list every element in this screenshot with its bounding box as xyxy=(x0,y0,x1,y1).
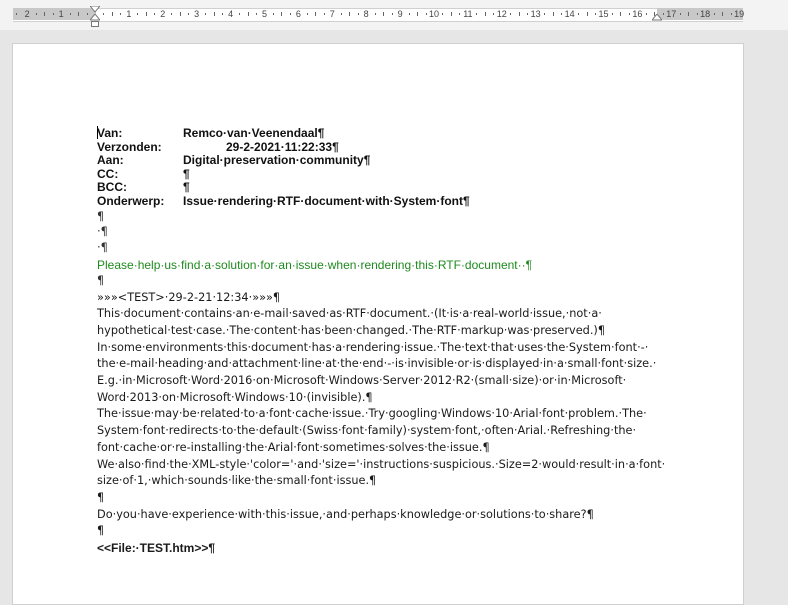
ruler-tick xyxy=(349,12,350,16)
body-line: size·of·1,·which·sounds·like·the·small·font·issue.¶ xyxy=(97,474,377,488)
body-line: System·font·redirects·to·the·default·(Swiss·font·family)·system·font,·often·Arial.·Refreshing·the· xyxy=(97,424,637,438)
ruler-tick xyxy=(112,12,113,16)
ruler-number: 4 xyxy=(228,9,234,19)
ruler-tick xyxy=(527,13,528,15)
ruler-number: 5 xyxy=(261,9,268,19)
body-line: E.g.·in·Microsoft·Word·2016·on·Microsoft·Windows·Server·2012·R2·(small·size)·or·in·Microsoft· xyxy=(97,374,627,388)
ruler-tick xyxy=(383,12,384,16)
ruler-tick xyxy=(714,13,715,15)
body-line: Word·2013·on·Microsoft·Windows·10·(invisible).¶ xyxy=(97,390,373,404)
ruler-tick xyxy=(273,13,274,15)
empty-paragraph: ¶ xyxy=(97,209,105,223)
ruler-tick xyxy=(341,13,342,15)
hanging-indent-marker[interactable] xyxy=(90,14,100,21)
ruler-tick xyxy=(459,13,460,15)
ruler-tick xyxy=(553,12,554,16)
ruler-tick xyxy=(137,13,138,15)
ruler-tick xyxy=(629,13,630,15)
ruler-tick xyxy=(612,13,613,15)
ruler-tick xyxy=(324,13,325,15)
horizontal-ruler[interactable] xyxy=(0,0,788,30)
ruler-tick xyxy=(70,13,71,15)
ruler-tick xyxy=(180,12,181,16)
body-line: »»»<TEST>·29-2-21·12:34·»»»¶ xyxy=(97,290,281,304)
ruler-number: 6 xyxy=(295,9,301,19)
ruler-tick xyxy=(519,12,520,16)
green-request-line: Please·help·us·find·a·solution·for·an·issue·when·rendering·this·RTF·document··¶ xyxy=(97,257,533,272)
ruler-tick xyxy=(281,12,282,16)
ruler-tick xyxy=(426,13,427,15)
header-value: Digital·preservation·community¶ xyxy=(183,153,371,168)
ruler-number: 15 xyxy=(598,9,609,19)
header-label: Verzonden: xyxy=(97,139,162,154)
ruler-tick xyxy=(392,13,393,15)
header-verzonden xyxy=(97,141,697,155)
header-value: ¶ xyxy=(183,166,190,181)
ruler-tick xyxy=(680,13,681,15)
header-label: Van: xyxy=(97,126,123,140)
ruler-tick xyxy=(171,13,172,15)
body-line: We·also·find·the·XML-style·'color='·and·'size='·instructions·suspicious.·Size=2·would·result·in·a·font· xyxy=(97,457,666,471)
ruler-tick xyxy=(587,12,588,16)
header-onderwerp xyxy=(97,195,697,209)
email-body xyxy=(97,290,697,541)
header-aan xyxy=(97,154,697,168)
ruler-tick xyxy=(248,12,249,16)
header-cc xyxy=(97,168,697,182)
ruler-tick xyxy=(188,13,189,15)
ruler-number: 7 xyxy=(329,9,335,19)
ruler-tick xyxy=(44,12,45,16)
ruler-tick xyxy=(78,12,79,16)
ruler-tick xyxy=(417,12,418,16)
ruler-number: 1 xyxy=(126,9,132,19)
body-line: ¶ xyxy=(97,491,105,504)
ruler-number: 19 xyxy=(734,9,745,19)
header-label: Aan: xyxy=(97,153,124,168)
header-value: Issue·rendering·RTF·document·with·System·font¶ xyxy=(183,193,470,208)
ruler-tick xyxy=(205,13,206,15)
body-line: This·document·contains·an·e-mail·saved·as·RTF·document.·(It·is·a·real-world·issue,·not·a· xyxy=(97,307,602,321)
header-bcc xyxy=(97,181,697,195)
header-value: 29-2-2021·11:22:33¶ xyxy=(226,139,339,154)
body-line: The·issue·may·be·related·to·a·font·cache·issue.·Try·googling·Windows·10·Arial·font·problem.·The· xyxy=(97,407,647,421)
ruler-tick xyxy=(544,13,545,15)
ruler-tick xyxy=(53,13,54,15)
ruler-tick xyxy=(222,13,223,15)
header-label: Onderwerp: xyxy=(97,193,165,208)
ruler-tick xyxy=(120,13,121,15)
ruler-tick xyxy=(358,13,359,15)
ruler-tick xyxy=(307,13,308,15)
ruler-tick xyxy=(16,13,17,15)
ruler-number: 9 xyxy=(397,9,403,19)
ruler-number: 2 xyxy=(24,9,30,19)
body-line: Do·you·have·experience·with·this·issue,·and·perhaps·knowledge·or·solutions·to·share?¶ xyxy=(97,507,594,521)
ruler-tick xyxy=(375,13,376,15)
ruler-tick xyxy=(646,13,647,15)
right-indent-marker[interactable] xyxy=(652,14,662,21)
ruler-number: 11 xyxy=(463,9,473,19)
body-line: ¶ xyxy=(97,524,105,538)
ruler-tick xyxy=(722,12,723,16)
ruler-number: 3 xyxy=(194,9,200,19)
ruler-tick xyxy=(154,13,155,15)
ruler-tick xyxy=(442,13,443,15)
ruler-tick xyxy=(493,13,494,15)
first-line-indent-marker[interactable] xyxy=(90,6,100,13)
empty-paragraph: ·¶ xyxy=(97,241,108,255)
ruler-tick xyxy=(103,13,104,15)
ruler-number: 1 xyxy=(58,9,64,19)
header-value: ¶ xyxy=(183,180,190,195)
ruler-number: 16 xyxy=(632,9,643,19)
header-label: CC: xyxy=(97,166,119,181)
ruler-tick xyxy=(663,13,664,15)
ruler-tick xyxy=(510,13,511,15)
header-label: BCC: xyxy=(97,180,127,195)
ruler-tick xyxy=(256,13,257,15)
ruler-tick xyxy=(214,12,215,16)
email-header xyxy=(97,126,697,209)
document-content[interactable] xyxy=(97,126,697,556)
ruler-tick xyxy=(36,13,37,15)
ruler-tick xyxy=(290,13,291,15)
ruler-number: 17 xyxy=(666,9,677,19)
empty-paragraph: ·¶ xyxy=(97,224,108,238)
ruler-tick xyxy=(697,13,698,15)
ruler-number: 18 xyxy=(700,9,711,19)
ruler-tick xyxy=(595,13,596,15)
body-line: the·e-mail·heading·and·attachment·line·at·the·end·-·is·invisible·or·is·displayed·in·a·small·font·size.· xyxy=(97,357,657,371)
left-indent-marker[interactable] xyxy=(91,21,99,27)
ruler-number: 8 xyxy=(363,9,369,19)
ruler-number: 2 xyxy=(160,9,166,19)
ruler-tick xyxy=(731,13,732,15)
ruler-tick xyxy=(239,13,240,15)
ruler-tick xyxy=(561,13,562,15)
body-line: font·cache·or·re-installing·the·Arial·font·sometimes·solves·the·issue.¶ xyxy=(97,440,490,454)
attachment-line: <<File:·TEST.htm>>¶ xyxy=(97,541,216,556)
header-van xyxy=(97,126,697,141)
empty-paragraph: ¶ xyxy=(97,274,105,288)
header-value: Remco·van·Veenendaal¶ xyxy=(183,126,325,140)
ruler-tick xyxy=(409,13,410,15)
ruler-tick xyxy=(315,12,316,16)
ruler-tick xyxy=(688,12,689,16)
ruler-number: 12 xyxy=(496,9,507,19)
ruler-tick xyxy=(87,13,88,15)
ruler-tick xyxy=(485,12,486,16)
ruler-tick xyxy=(451,12,452,16)
ruler-tick xyxy=(146,12,147,16)
ruler-tick xyxy=(476,13,477,15)
ruler-tick xyxy=(620,12,621,16)
ruler-number: 10 xyxy=(428,9,440,19)
ruler-tick xyxy=(578,13,579,15)
body-line: In·some·environments·this·document·has·a·rendering·issue.·The·text·that·uses·the·System·font·-· xyxy=(97,340,649,354)
ruler-number: 14 xyxy=(564,9,575,19)
body-line: hypothetical·test·case.·The·content·has·been·changed.·The·RTF·markup·was·preserved.)¶ xyxy=(97,323,606,337)
ruler-number: 13 xyxy=(530,9,541,19)
